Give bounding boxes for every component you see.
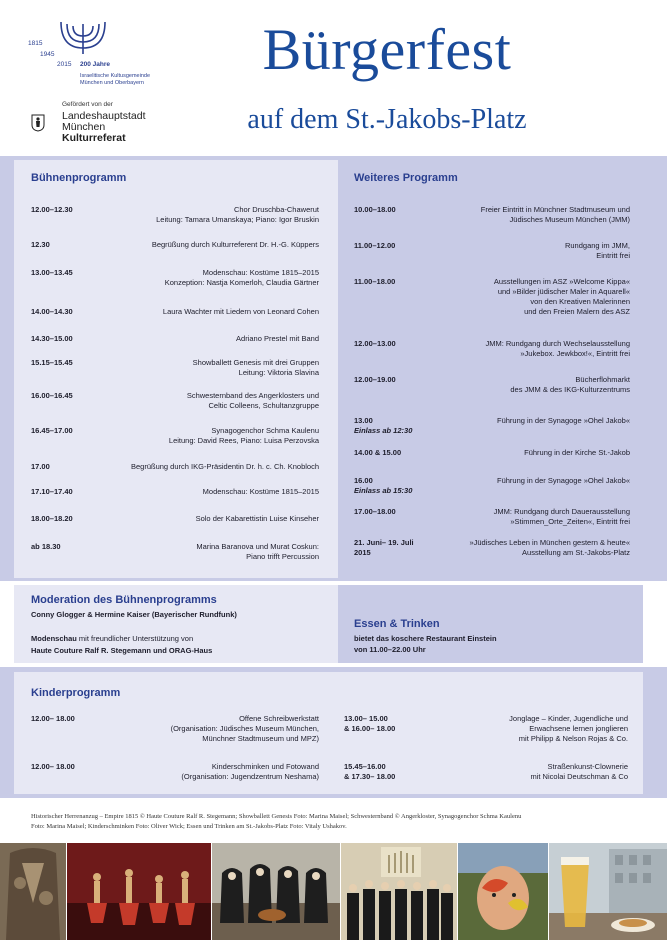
munich-crest-icon bbox=[31, 114, 45, 132]
city-line: Kulturreferat bbox=[62, 132, 126, 144]
event-time: 15.15–15.45 bbox=[31, 358, 73, 367]
event-line: (Organisation: Jugendzentrum Neshama) bbox=[181, 772, 319, 781]
page-title: Bürgerfest bbox=[262, 17, 512, 82]
kids-program-title: Kinderprogramm bbox=[31, 687, 121, 699]
sponsor-label: Gefördert von der bbox=[62, 101, 113, 108]
event-line: Leitung: David Rees, Piano: Luisa Perzovska bbox=[168, 436, 319, 445]
event-description bbox=[510, 375, 630, 395]
event-line: »Jukebox. Jewkbox!«, Eintritt frei bbox=[520, 349, 630, 358]
event-description bbox=[156, 205, 319, 225]
photo-historic-suit bbox=[0, 843, 66, 940]
event-time: 17.00–18.00 bbox=[354, 507, 396, 516]
event-line: Führung in der Synagoge »Ohel Jakob« bbox=[496, 476, 630, 485]
event-description bbox=[165, 268, 319, 288]
event-time-note: Einlass ab 15:30 bbox=[354, 486, 413, 495]
event-description bbox=[530, 762, 628, 782]
event-line: Ausstellung am St.-Jakobs-Platz bbox=[522, 548, 630, 557]
event-line: Begrüßung durch Kulturreferent Dr. H.-G. Küppers bbox=[151, 240, 319, 249]
stage-program-row bbox=[31, 268, 319, 290]
stage-program-row bbox=[31, 462, 319, 484]
event-description bbox=[509, 714, 628, 744]
event-description bbox=[169, 426, 319, 446]
page-subtitle: auf dem St.-Jakobs-Platz bbox=[247, 104, 527, 135]
city-line: München bbox=[62, 121, 106, 133]
year-2015: 2015 bbox=[57, 61, 72, 68]
event-line: Bücherflohmarkt bbox=[575, 375, 630, 384]
stage-program-row bbox=[31, 205, 319, 227]
stage-program-row bbox=[31, 487, 319, 509]
event-line: Chor Druschba-Chawerut bbox=[233, 205, 319, 214]
event-time: 14.30–15.00 bbox=[31, 334, 73, 343]
event-line: des JMM & des IKG-Kulturzentrums bbox=[510, 385, 630, 394]
event-line: Jüdisches Museum München (JMM) bbox=[509, 215, 630, 224]
moderation-supporters: Haute Couture Ralf R. Stegemann und ORAG-Haus bbox=[31, 646, 213, 655]
event-description bbox=[481, 205, 630, 225]
event-time: 11.00–18.00 bbox=[354, 277, 396, 286]
food-line-2: von 11.00–22.00 Uhr bbox=[354, 645, 426, 654]
stage-program-row bbox=[31, 240, 319, 262]
event-line: Synagogenchor Schma Kaulenu bbox=[211, 426, 319, 435]
event-line: Modenschau: Kostüme 1815–2015 bbox=[202, 268, 319, 277]
support-text: mit freundlicher Unterstützung von bbox=[76, 634, 194, 643]
event-line: Offene Schreibwerkstatt bbox=[239, 714, 319, 723]
event-line: JMM: Rundgang durch Dauerausstellung bbox=[493, 507, 630, 516]
event-time-second: & 17.30– 18.00 bbox=[344, 772, 396, 781]
stage-program-row bbox=[31, 307, 319, 329]
event-line: mit Nicolai Deutschman & Co bbox=[530, 772, 628, 781]
stage-program-row bbox=[31, 426, 319, 448]
event-line: Showballett Genesis mit drei Gruppen bbox=[192, 358, 319, 367]
further-program-title: Weiteres Programm bbox=[354, 172, 458, 184]
header bbox=[0, 0, 667, 156]
event-line: Ausstellungen im ASZ »Welcome Kippa« bbox=[493, 277, 630, 286]
event-line: von den Kreativen Malerinnen bbox=[530, 297, 630, 306]
org-line: München und Oberbayern bbox=[80, 80, 144, 86]
event-description bbox=[494, 277, 630, 317]
event-line: »Stimmen_Orte_Zeiten«, Eintritt frei bbox=[510, 517, 630, 526]
year-1815: 1815 bbox=[28, 40, 43, 47]
event-time: 17.10–17.40 bbox=[31, 487, 73, 496]
anniversary-label: 200 Jahre bbox=[80, 61, 110, 68]
event-description bbox=[187, 391, 319, 411]
event-time: ab 18.30 bbox=[31, 542, 61, 551]
event-description bbox=[171, 714, 319, 744]
kids-program-row bbox=[344, 714, 628, 748]
photo-synagogue-choir bbox=[341, 843, 457, 940]
event-line: Freier Eintritt in Münchner Stadtmuseum und bbox=[480, 205, 630, 214]
event-time: 16.00–16.45 bbox=[31, 391, 73, 400]
event-line: und »Bilder jüdischer Maler in Aquarell« bbox=[497, 287, 630, 296]
city-logo-text bbox=[62, 111, 146, 144]
further-program-row bbox=[354, 375, 630, 415]
further-program-row bbox=[354, 538, 630, 578]
event-line: Leitung: Viktoria Slavina bbox=[238, 368, 319, 377]
event-time: 16.00 bbox=[354, 476, 373, 485]
event-line: Eintritt frei bbox=[596, 251, 630, 260]
event-line: Solo der Kabarettistin Luise Kinseher bbox=[195, 514, 319, 523]
event-line: Kinderschminken und Fotowand bbox=[211, 762, 319, 771]
moderation-title: Moderation des Bühnenprogramms bbox=[31, 594, 217, 606]
event-description bbox=[497, 476, 630, 486]
further-program-row bbox=[354, 339, 630, 379]
kids-program-row bbox=[31, 762, 319, 796]
event-line: (Organisation: Jüdisches Museum München, bbox=[170, 724, 319, 733]
event-line: Marina Baranova und Murat Coskun: bbox=[196, 542, 319, 551]
photo-nuns-band bbox=[212, 843, 340, 940]
menorah-logo-icon bbox=[58, 20, 108, 60]
event-time: 12.00–12.30 bbox=[31, 205, 73, 214]
year-1945: 1945 bbox=[40, 51, 55, 58]
event-description bbox=[203, 487, 319, 497]
city-line: Landeshauptstadt bbox=[62, 110, 146, 122]
event-line: Begrüßung durch IKG-Präsidentin Dr. h. c. Ch. Knobloch bbox=[130, 462, 319, 471]
org-line: Israelitische Kultusgemeinde bbox=[80, 73, 151, 79]
event-line: Jonglage – Kinder, Jugendliche und bbox=[509, 714, 628, 723]
org-name bbox=[80, 73, 190, 87]
event-time: 11.00–12.00 bbox=[354, 241, 396, 250]
further-program-row bbox=[354, 277, 630, 317]
event-line: Schwesternband des Angerklosters und bbox=[186, 391, 319, 400]
event-line: »Jüdisches Leben in München gestern & heute« bbox=[469, 538, 630, 547]
event-description bbox=[565, 241, 630, 261]
event-description bbox=[193, 358, 319, 378]
stage-program-row bbox=[31, 542, 319, 564]
event-line: Führung in der Kirche St.-Jakob bbox=[524, 448, 630, 457]
stage-program-row bbox=[31, 514, 319, 536]
photo-strip bbox=[0, 843, 667, 940]
event-description bbox=[152, 240, 319, 250]
event-line: Celtic Colleens, Schultanzgruppe bbox=[208, 401, 319, 410]
event-description bbox=[163, 307, 319, 317]
food-title: Essen & Trinken bbox=[354, 618, 440, 630]
kids-program-row bbox=[31, 714, 319, 748]
event-line: Laura Wachter mit Liedern von Leonard Cohen bbox=[162, 307, 319, 316]
event-line: Leitung: Tamara Umanskaya; Piano: Igor Bruskin bbox=[156, 215, 319, 224]
event-time: 12.30 bbox=[31, 240, 50, 249]
event-line: Führung in der Synagoge »Ohel Jakob« bbox=[496, 416, 630, 425]
stage-program-title: Bühnenprogramm bbox=[31, 172, 127, 184]
event-description bbox=[469, 538, 630, 558]
event-description bbox=[497, 416, 630, 426]
event-time: 17.00 bbox=[31, 462, 50, 471]
event-line: Erwachsene lernen jonglieren bbox=[529, 724, 628, 733]
photo-food-drinks bbox=[549, 843, 667, 940]
event-line: Modenschau: Kostüme 1815–2015 bbox=[202, 487, 319, 496]
photo-face-painting bbox=[458, 843, 548, 940]
event-time: 12.00–19.00 bbox=[354, 375, 396, 384]
event-line: Piano trifft Percussion bbox=[246, 552, 319, 561]
stage-program-row bbox=[31, 334, 319, 356]
event-time: 10.00–18.00 bbox=[354, 205, 396, 214]
photo-showballett bbox=[67, 843, 211, 940]
event-line: JMM: Rundgang durch Wechselausstellung bbox=[485, 339, 630, 348]
event-description bbox=[494, 507, 630, 527]
event-line: Konzeption: Nastja Komerloh, Claudia Gärtner bbox=[164, 278, 319, 287]
credits-line: Historischer Herrenanzug – Empire 1815 © Haute Couture Ralf R. Stegemann; Showballett Genesis Foto: Marina Maisel; Schwesternband © Angerkloster, Synagogenchor Schma Kaulenu bbox=[31, 813, 522, 820]
event-time: 12.00– 18.00 bbox=[31, 714, 75, 723]
event-line: Münchner Stadtmuseum und MPZ) bbox=[202, 734, 319, 743]
event-time: 15.45–16.00 bbox=[344, 762, 386, 771]
fashion-show-label: Modenschau bbox=[31, 634, 77, 643]
event-description bbox=[236, 334, 319, 344]
stage-program-row bbox=[31, 391, 319, 413]
event-description bbox=[196, 514, 319, 524]
event-line: Adriano Prestel mit Band bbox=[236, 334, 319, 343]
event-time: 18.00–18.20 bbox=[31, 514, 73, 523]
event-line: mit Philipp & Nelson Rojas & Co. bbox=[518, 734, 628, 743]
further-program-row bbox=[354, 205, 630, 245]
event-description bbox=[196, 542, 319, 562]
stage-program-row bbox=[31, 358, 319, 380]
event-time: 16.45–17.00 bbox=[31, 426, 73, 435]
event-description bbox=[524, 448, 630, 458]
event-line: und den Freien Malern des ASZ bbox=[524, 307, 630, 316]
event-time: 14.00 & 15.00 bbox=[354, 448, 402, 457]
event-description bbox=[181, 762, 319, 782]
event-description bbox=[131, 462, 319, 472]
event-time: 21. Juni– 19. Juli bbox=[354, 538, 414, 547]
event-time-second: & 16.00– 18.00 bbox=[344, 724, 396, 733]
event-line: Rundgang im JMM, bbox=[564, 241, 630, 250]
event-time: 12.00–13.00 bbox=[354, 339, 396, 348]
event-time: 14.00–14.30 bbox=[31, 307, 73, 316]
event-time: 12.00– 18.00 bbox=[31, 762, 75, 771]
kids-program-row bbox=[344, 762, 628, 796]
event-time: 13.00 bbox=[354, 416, 373, 425]
moderation-names: Conny Glogger & Hermine Kaiser (Bayerischer Rundfunk) bbox=[31, 610, 237, 619]
event-line: Straßenkunst-Clownerie bbox=[547, 762, 628, 771]
event-time-note: 2015 bbox=[354, 548, 371, 557]
event-time: 13.00– 15.00 bbox=[344, 714, 388, 723]
further-program-row bbox=[354, 241, 630, 281]
event-time: 13.00–13.45 bbox=[31, 268, 73, 277]
event-time-note: Einlass ab 12:30 bbox=[354, 426, 413, 435]
credits-line: Foto: Marina Maisel; Kinderschminken Foto: Oliver Wick; Essen und Trinken am St.-Jakobs-Platz Foto: Vitaly Ushakov. bbox=[31, 823, 347, 830]
moderation-support-line bbox=[31, 633, 193, 644]
event-description bbox=[485, 339, 630, 359]
food-line-1: bietet das koschere Restaurant Einstein bbox=[354, 634, 497, 643]
photo-credits bbox=[31, 812, 641, 832]
